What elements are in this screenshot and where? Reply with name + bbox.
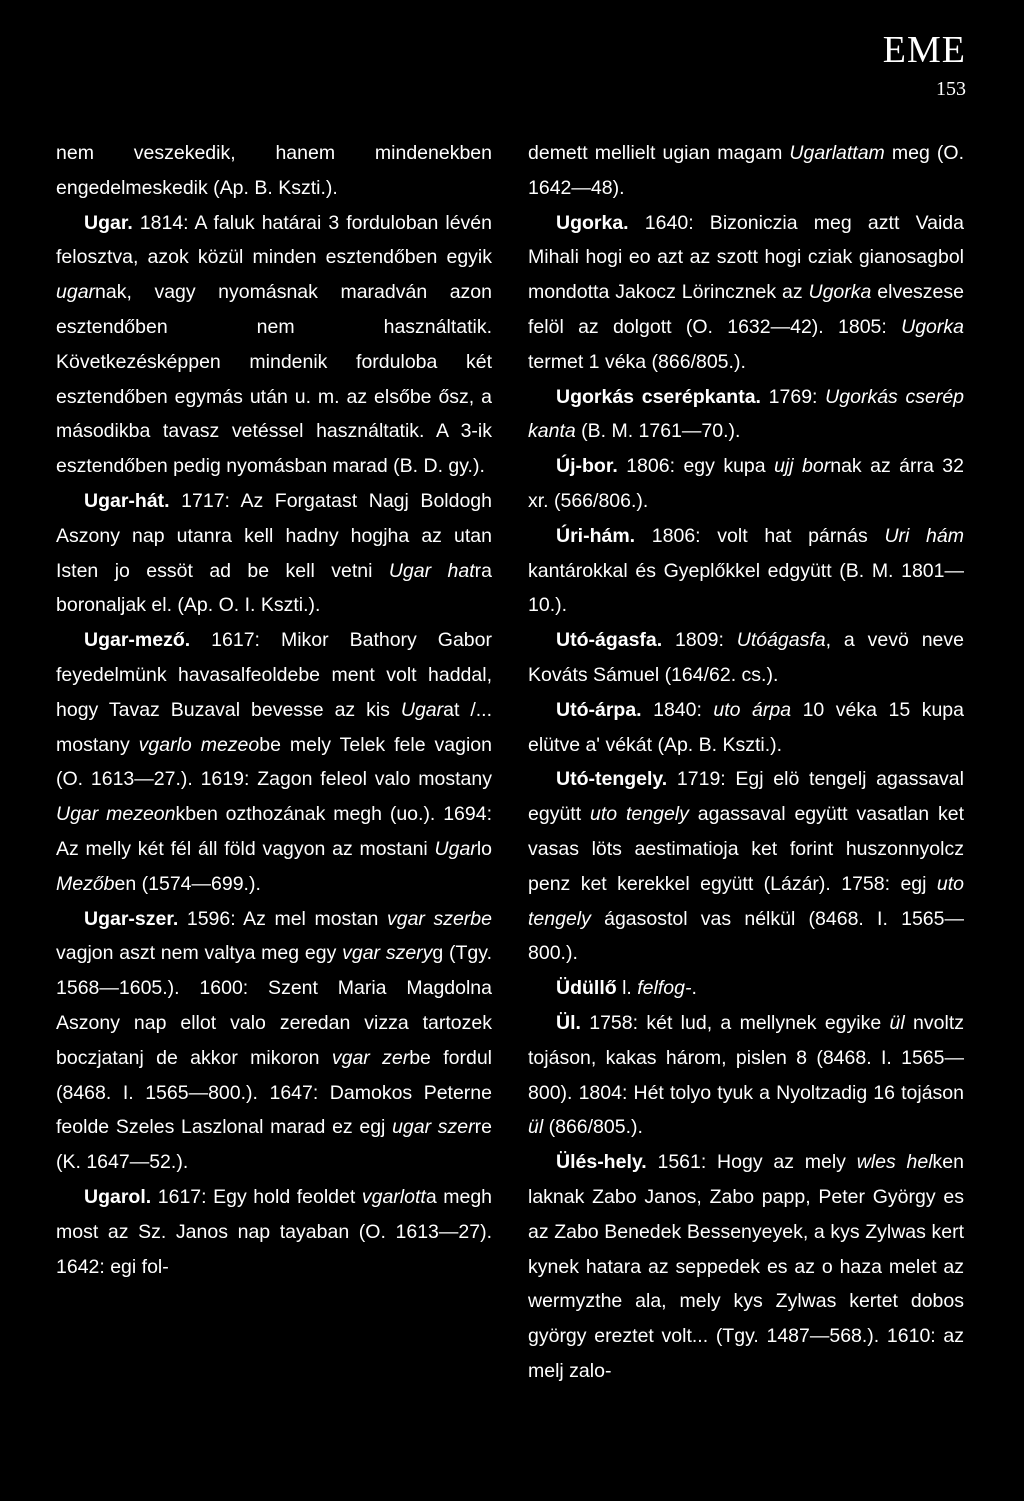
entry-text: . [691,977,697,1000]
italic-term: Ugar [400,698,444,721]
dictionary-entry [528,136,964,206]
dictionary-entry [528,519,964,623]
entry-text: g (Tgy. 1568—1605.). 1600: Szent Maria Magdolna Aszony nap ellot valo zeredan vizza tartozek boczjatanj de akkor mikoron [56,942,492,1069]
entry-text: 1561: Hogy az mely [646,1151,857,1174]
entry-text: 1617: Egy hold feoldet [151,1185,362,1208]
italic-term: ugar szer [392,1116,475,1139]
italic-term: felfog- [637,977,692,1000]
entry-text: (866/805.). [543,1116,643,1139]
italic-term: Ugorka [808,281,872,304]
entry-headword: Ugorkás cserépkanta. [556,385,761,408]
italic-term: vgar zer [331,1046,410,1069]
entry-text: 1769: [760,385,826,408]
entry-text: 1806: egy kupa [617,455,775,478]
italic-term: Ugar hat [388,559,475,582]
entry-text: (B. M. 1761—70.). [575,420,741,443]
italic-term: Mezőb [56,872,115,895]
entry-text: 1840: [641,698,714,721]
italic-term: ül [889,1011,905,1034]
entry-text: nem veszekedik, hanem mindenekben engedelmeskedik (Ap. B. Kszti.). [56,142,492,199]
italic-term: Ugorkás cserép kanta [528,385,965,443]
dictionary-entry [528,449,964,519]
entry-text: be mely Telek fele vagion (O. 1613—27.). 1619: Zagon feleol valo mostany [56,733,492,791]
italic-term: uto tengely [590,803,689,826]
dictionary-entry [56,206,492,484]
dictionary-entry [528,1006,964,1145]
entry-text: 1717: Az Forgatast Nagj Boldogh Aszony nap utanra kell hadny hogjha az utan Isten jo essöt ad be kell vetni [56,489,492,582]
page-number: 153 [936,78,966,100]
italic-term: uto árpa [713,698,792,721]
italic-term: ugar [56,281,96,304]
entry-text: 1758: két lud, a mellynek egyike [580,1011,890,1034]
entry-text: at /... mostany [56,698,492,756]
dictionary-entry [56,623,492,901]
italic-term: vgarlott [361,1185,426,1208]
entry-text: 1719: Egj elö tengelj agassaval együtt [528,768,964,826]
running-head-word: EME [882,29,966,71]
italic-term: Ugar [434,837,477,860]
italic-term: Ugorka [901,315,964,338]
entry-text: kben ozthozának megh (uo.). 1694: Az melly két fél áll föld vagyon az mostani [56,803,492,860]
entry-headword: Ugar-szer. [84,907,179,930]
italic-term: vgar szery [342,942,433,965]
entry-text: l. [616,977,638,1000]
entry-text: ágasostol vas nélkül (8468. I. 1565—800.). [528,907,964,965]
entry-text: 10 véka 15 kupa elütve a' vékát (Ap. B. Kszti.). [528,698,964,756]
italic-term: vgarlo mezeo [138,733,260,756]
entry-text: lo [476,837,492,860]
italic-term: Ugar mezeon [56,803,176,826]
dictionary-entry [56,136,492,206]
entry-headword: Ugar. [84,211,133,234]
entry-text: 1809: [662,629,737,652]
dictionary-entry [528,623,964,693]
entry-text: agassaval együtt vasatlan ket vasas löts aestimatioja ket forint huszonnyolcz penz ket kerekkel együtt (Lázár). 1758: egj [528,803,964,895]
entry-headword: Új-bor. [556,455,618,478]
entry-text: nvoltz tojáson, kakas három, pislen 8 (8468. I. 1565—800). 1804: Hét tolyo tyuk a Nyoltzadig 16 tojáson [528,1011,964,1104]
dictionary-entry [56,902,492,1180]
entry-text: a megh most az Sz. Janos nap tayaban (O. 1613—27). 1642: egi fol- [56,1185,493,1278]
italic-term: wles hel [856,1151,933,1174]
italic-term: Ugarlattam [789,142,885,164]
entry-text: 1814: A faluk határai 3 forduloban lévén felosztva, azok közül minden esztendőben egyik [56,211,492,269]
dictionary-entry [528,1145,964,1389]
left-column [56,136,492,1284]
entry-text: ra boronaljak el. (Ap. O. I. Kszti.). [56,559,492,617]
dictionary-entry [528,693,964,763]
dictionary-entry [528,762,964,971]
italic-term: uto tengely [528,872,964,930]
dictionary-entry [56,1180,492,1284]
entry-text: vagjon aszt nem valtya meg egy [56,942,343,965]
entry-headword: Ülés-hely. [556,1151,647,1174]
entry-text: ken laknak Zabo Janos, Zabo papp, Peter György es az Zabo Benedek Bessenyeyek, a kys Zylwas kert kynek hatara az seppedek es az o haza melet az wermyzthe ala, mely kys Zylwas kertet dobos györgy ereztet volt... (Tgy. 1487—568.). 1610: az melj zalo- [528,1151,964,1382]
entry-text: termet 1 véka (866/805.). [528,350,746,373]
italic-term: ül [528,1116,544,1139]
italic-term: vgar szerbe [386,907,492,930]
right-column [528,136,964,1389]
entry-headword: Úri-hám. [556,524,636,547]
entry-text: en (1574—699.). [114,872,261,895]
entry-text: 1617: Mikor Bathory Gabor feyedelmünk havasalfeoldebe ment volt haddal, hogy Tavaz Buzaval bevesse az kis [56,629,492,721]
entry-headword: Ugar-hát. [84,489,170,512]
entry-headword: Utó-árpa. [556,698,642,721]
entry-text: nak, vagy nyomásnak maradván azon esztendőben nem használtatik. Következésképpen mindenik forduloba két esztendőben egymás után u. m. az elsőbe ősz, a másodikba tavasz vetéssel használtatik. A 3-ik esztendőben pedig nyomásban marad (B. D. gy.). [56,281,492,478]
entry-headword: Ugarol. [84,1185,152,1208]
entry-headword: Ugorka. [556,211,629,234]
italic-term: Uri hám [884,524,964,547]
dictionary-entry [528,971,964,1006]
entry-text: nak az árra 32 xr. (566/806.). [528,455,964,512]
entry-headword: Üdüllő [556,977,617,1000]
entry-text: , a vevö neve Kováts Sámuel (164/62. cs.). [528,629,964,686]
dictionary-entry [528,380,964,450]
entry-headword: Utó-ágasfa. [556,629,663,652]
entry-text: 1806: volt hat párnás [635,524,885,547]
entry-text: 1640: Bizoniczia meg aztt Vaida Mihali hogi eo azt az szott hogi cziak gianosagbol mondotta Jakocz Lörincznek az [528,211,964,304]
italic-term: ujj bor [774,455,831,478]
entry-text: re (K. 1647—52.). [56,1116,492,1174]
entry-text: demett mellielt ugian magam [528,142,790,164]
entry-text: 1596: Az mel mostan [178,907,387,930]
dictionary-entry [56,484,492,623]
italic-term: Utóágasfa [736,629,826,652]
entry-headword: Utó-tengely. [556,768,668,791]
entry-headword: Ül. [556,1011,581,1034]
dictionary-entry [528,206,964,380]
entry-headword: Ugar-mező. [84,629,191,652]
entry-text: meg (O. 1642—48). [528,142,964,199]
entry-text: elveszese felöl az dolgott (O. 1632—42). 1805: [528,281,964,338]
entry-text: kantárokkal és Gyeplőkkel edgyütt (B. M. 1801—10.). [528,559,964,617]
entry-text: be fordul (8468. I. 1565—800.). 1647: Damokos Peterne feolde Szeles Laszlonal marad ez egj [56,1046,492,1139]
